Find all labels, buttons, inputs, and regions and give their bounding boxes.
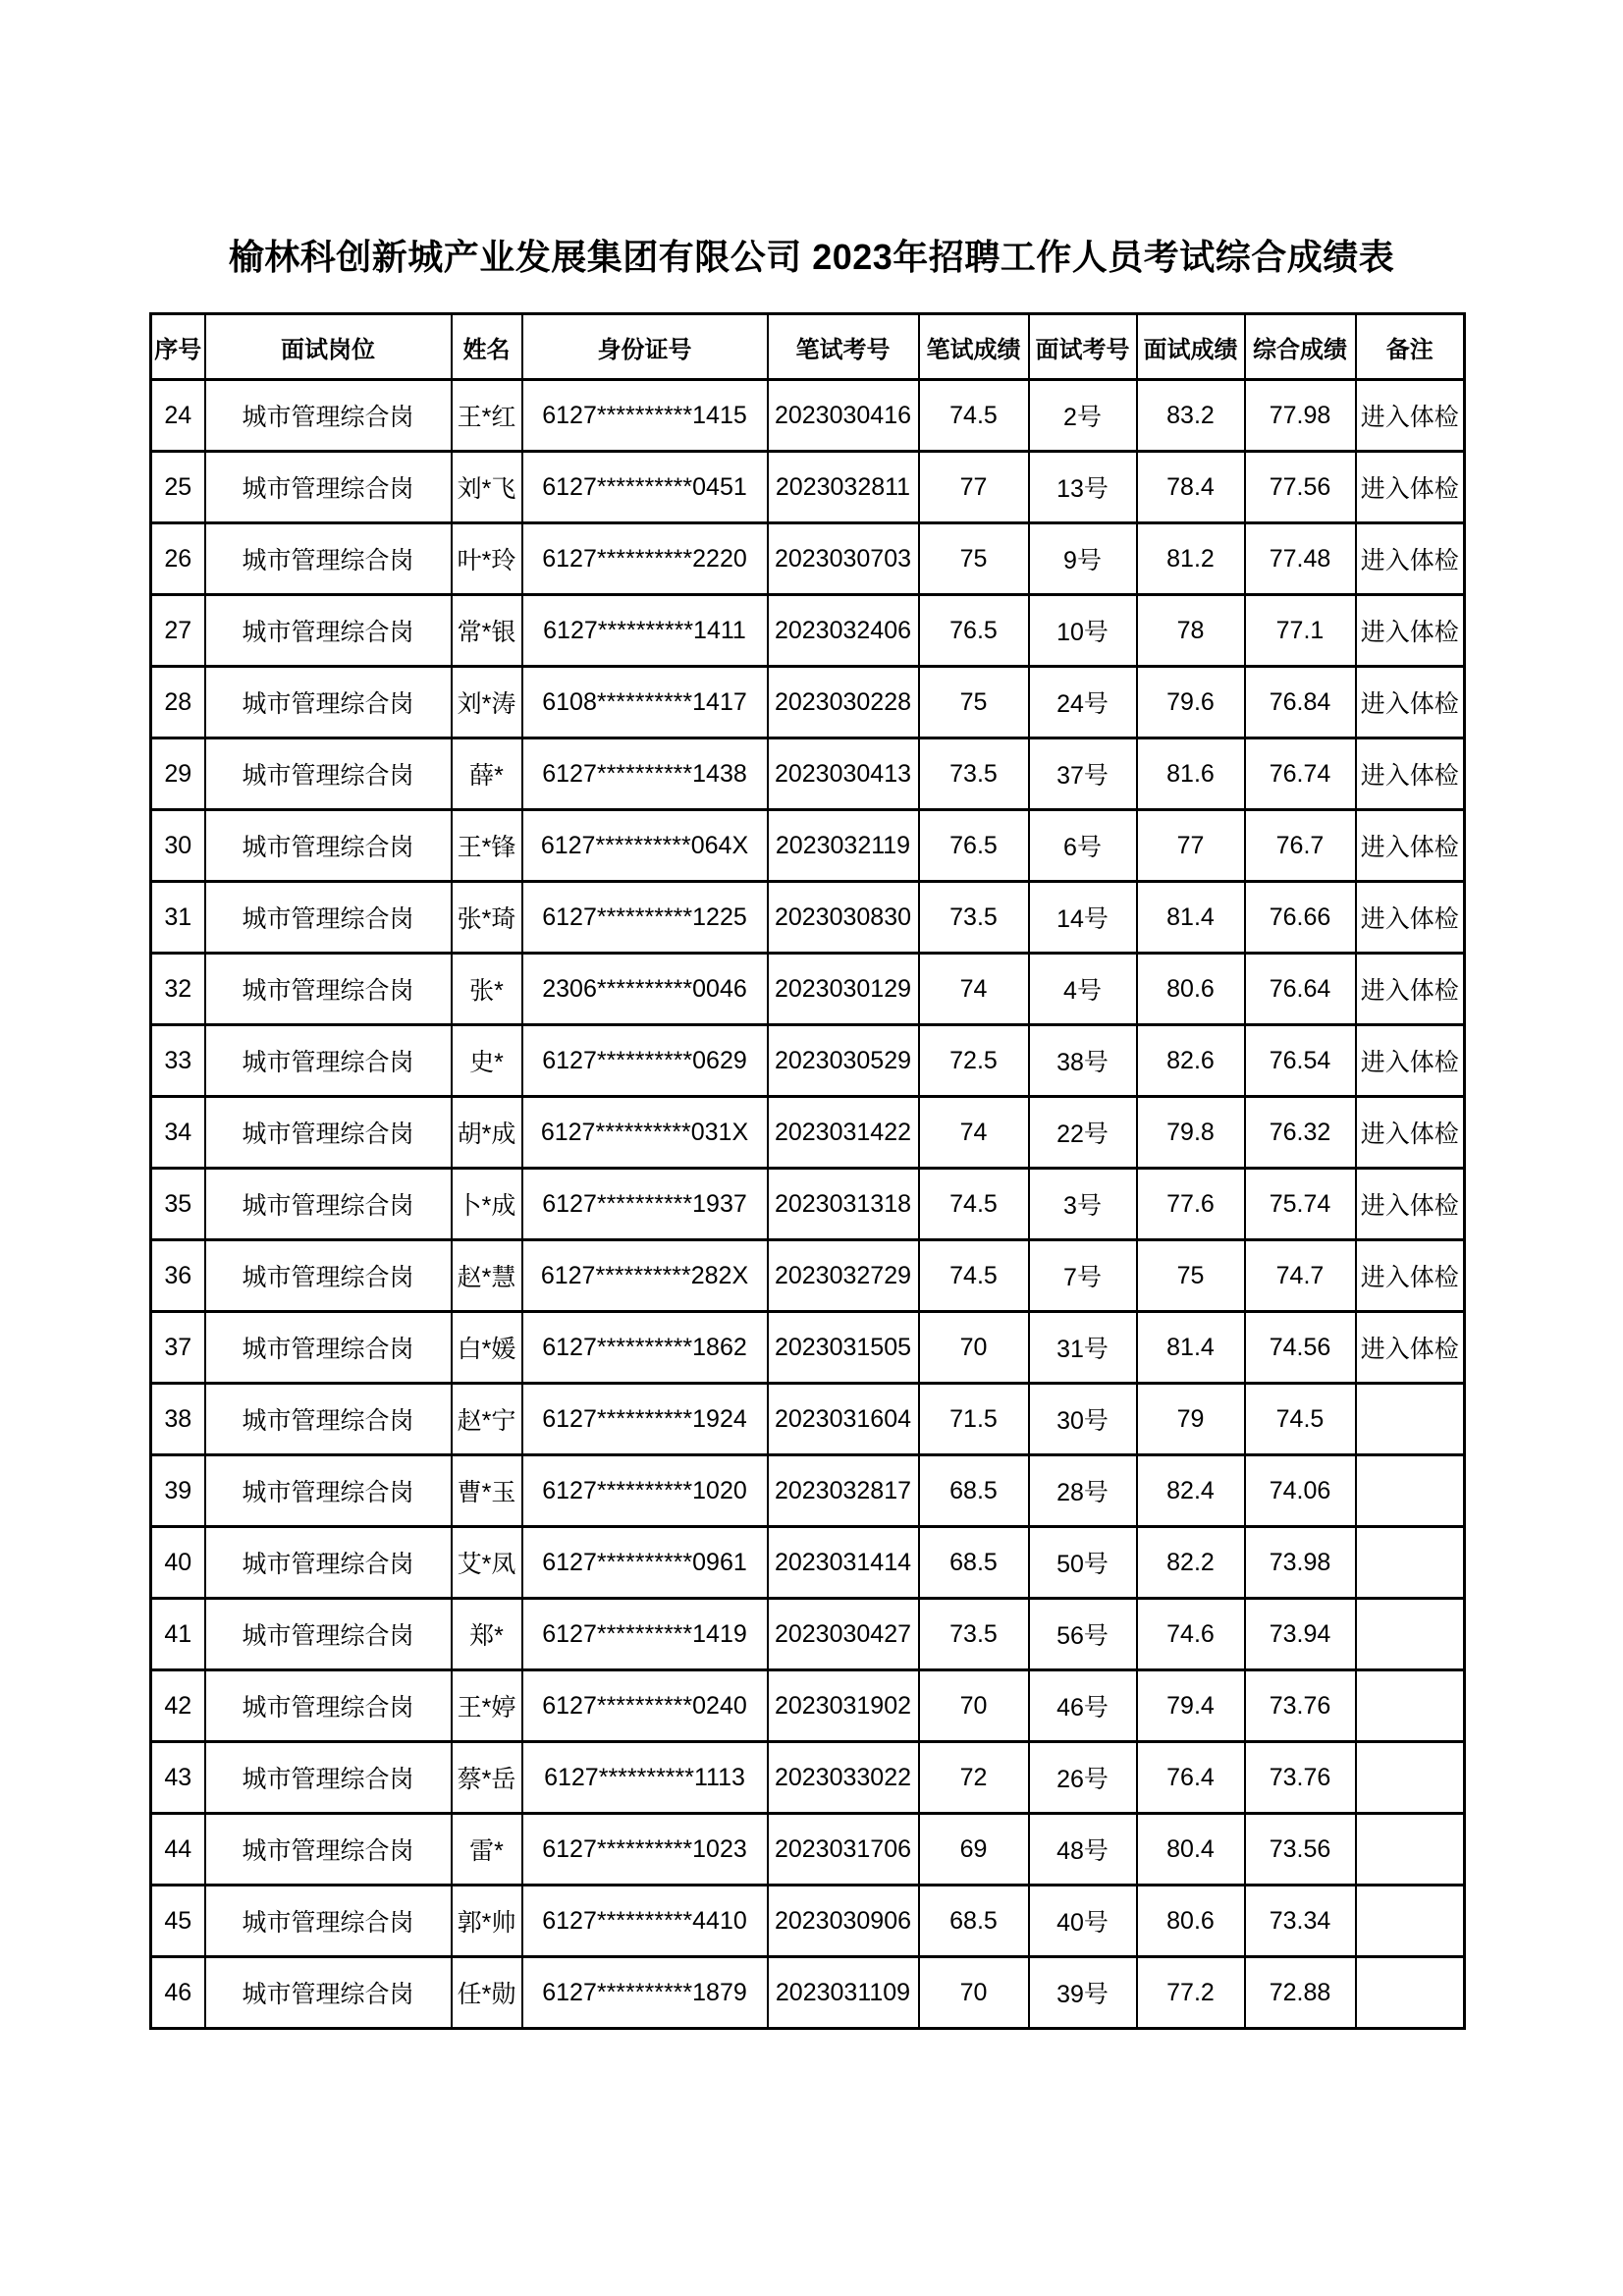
cell-interview-no: 56号 [1029,1599,1137,1670]
cell-remark: 进入体检 [1356,1240,1465,1312]
cell-interview-no: 2号 [1029,380,1137,452]
cell-written-exam-no: 2023032119 [768,810,919,882]
cell-name: 任*勋 [452,1957,522,2029]
cell-composite-score: 77.48 [1245,523,1356,595]
cell-written-score: 68.5 [919,1527,1029,1599]
cell-written-score: 74.5 [919,1169,1029,1240]
cell-index: 33 [151,1025,205,1097]
cell-name: 郭*帅 [452,1886,522,1957]
cell-interview-no: 39号 [1029,1957,1137,2029]
cell-name: 刘*涛 [452,667,522,738]
cell-remark [1356,1670,1465,1742]
cell-id-number: 6127**********1419 [522,1599,768,1670]
cell-position: 城市管理综合岗 [205,595,452,667]
cell-remark: 进入体检 [1356,667,1465,738]
column-header-composite-score: 综合成绩 [1245,314,1356,380]
cell-interview-no: 50号 [1029,1527,1137,1599]
table-row [151,954,1465,1025]
column-header-index: 序号 [151,314,205,380]
cell-remark [1356,1742,1465,1814]
cell-index: 38 [151,1384,205,1455]
cell-name: 常*银 [452,595,522,667]
table-row [151,452,1465,523]
cell-index: 40 [151,1527,205,1599]
cell-written-exam-no: 2023031706 [768,1814,919,1886]
cell-interview-score: 80.6 [1137,954,1245,1025]
cell-written-exam-no: 2023032817 [768,1455,919,1527]
cell-id-number: 6127**********0629 [522,1025,768,1097]
cell-composite-score: 73.76 [1245,1742,1356,1814]
cell-interview-score: 80.6 [1137,1886,1245,1957]
cell-interview-score: 79 [1137,1384,1245,1455]
cell-position: 城市管理综合岗 [205,1814,452,1886]
cell-index: 39 [151,1455,205,1527]
cell-interview-no: 46号 [1029,1670,1137,1742]
cell-written-score: 76.5 [919,810,1029,882]
cell-id-number: 6127**********1023 [522,1814,768,1886]
table-row [151,1169,1465,1240]
cell-interview-no: 37号 [1029,738,1137,810]
cell-id-number: 6127**********1020 [522,1455,768,1527]
cell-written-exam-no: 2023031422 [768,1097,919,1169]
cell-written-exam-no: 2023031604 [768,1384,919,1455]
cell-written-exam-no: 2023030703 [768,523,919,595]
cell-interview-score: 81.6 [1137,738,1245,810]
cell-remark: 进入体检 [1356,1312,1465,1384]
cell-written-exam-no: 2023032811 [768,452,919,523]
cell-written-score: 70 [919,1312,1029,1384]
cell-interview-score: 79.6 [1137,667,1245,738]
cell-written-exam-no: 2023031109 [768,1957,919,2029]
cell-name: 张*琦 [452,882,522,954]
table-row [151,380,1465,452]
cell-remark: 进入体检 [1356,738,1465,810]
cell-written-score: 75 [919,667,1029,738]
cell-name: 雷* [452,1814,522,1886]
cell-position: 城市管理综合岗 [205,882,452,954]
cell-name: 卜*成 [452,1169,522,1240]
cell-remark: 进入体检 [1356,810,1465,882]
table-row [151,1599,1465,1670]
cell-written-score: 70 [919,1670,1029,1742]
cell-interview-no: 6号 [1029,810,1137,882]
cell-interview-score: 77.6 [1137,1169,1245,1240]
cell-composite-score: 73.98 [1245,1527,1356,1599]
cell-written-score: 72.5 [919,1025,1029,1097]
cell-index: 46 [151,1957,205,2029]
cell-interview-no: 10号 [1029,595,1137,667]
cell-position: 城市管理综合岗 [205,1240,452,1312]
cell-written-exam-no: 2023030416 [768,380,919,452]
cell-position: 城市管理综合岗 [205,810,452,882]
cell-composite-score: 77.56 [1245,452,1356,523]
cell-written-score: 74.5 [919,380,1029,452]
cell-index: 45 [151,1886,205,1957]
cell-name: 史* [452,1025,522,1097]
cell-composite-score: 73.56 [1245,1814,1356,1886]
cell-remark: 进入体检 [1356,1169,1465,1240]
column-header-interview-no: 面试考号 [1029,314,1137,380]
table-header-row [151,314,1465,380]
table-row [151,595,1465,667]
cell-position: 城市管理综合岗 [205,1742,452,1814]
table-row [151,1097,1465,1169]
cell-remark [1356,1957,1465,2029]
table-body [151,380,1465,2029]
cell-written-score: 73.5 [919,882,1029,954]
cell-interview-no: 13号 [1029,452,1137,523]
cell-interview-score: 76.4 [1137,1742,1245,1814]
cell-id-number: 6127**********1879 [522,1957,768,2029]
cell-interview-score: 75 [1137,1240,1245,1312]
table-row [151,1527,1465,1599]
cell-index: 27 [151,595,205,667]
cell-remark: 进入体检 [1356,1097,1465,1169]
cell-composite-score: 77.98 [1245,380,1356,452]
cell-index: 42 [151,1670,205,1742]
cell-interview-no: 3号 [1029,1169,1137,1240]
cell-written-score: 74 [919,954,1029,1025]
column-header-remark: 备注 [1356,314,1465,380]
cell-composite-score: 76.66 [1245,882,1356,954]
cell-written-score: 73.5 [919,1599,1029,1670]
cell-interview-no: 4号 [1029,954,1137,1025]
cell-index: 31 [151,882,205,954]
cell-interview-no: 22号 [1029,1097,1137,1169]
cell-written-score: 75 [919,523,1029,595]
cell-composite-score: 76.64 [1245,954,1356,1025]
cell-id-number: 6127**********2220 [522,523,768,595]
cell-written-exam-no: 2023032406 [768,595,919,667]
table-row [151,1670,1465,1742]
cell-interview-score: 81.2 [1137,523,1245,595]
cell-composite-score: 76.32 [1245,1097,1356,1169]
cell-written-exam-no: 2023032729 [768,1240,919,1312]
cell-written-exam-no: 2023031902 [768,1670,919,1742]
column-header-id-number: 身份证号 [522,314,768,380]
cell-written-exam-no: 2023031414 [768,1527,919,1599]
cell-interview-score: 79.4 [1137,1670,1245,1742]
cell-index: 36 [151,1240,205,1312]
table-row [151,667,1465,738]
cell-position: 城市管理综合岗 [205,452,452,523]
cell-composite-score: 73.94 [1245,1599,1356,1670]
cell-id-number: 6127**********4410 [522,1886,768,1957]
cell-interview-score: 81.4 [1137,882,1245,954]
cell-written-score: 73.5 [919,738,1029,810]
cell-id-number: 6127**********1225 [522,882,768,954]
cell-interview-no: 30号 [1029,1384,1137,1455]
table-row [151,1814,1465,1886]
column-header-name: 姓名 [452,314,522,380]
cell-interview-score: 79.8 [1137,1097,1245,1169]
cell-written-exam-no: 2023030830 [768,882,919,954]
cell-index: 24 [151,380,205,452]
cell-interview-no: 48号 [1029,1814,1137,1886]
cell-interview-score: 77.2 [1137,1957,1245,2029]
cell-interview-score: 74.6 [1137,1599,1245,1670]
cell-index: 34 [151,1097,205,1169]
cell-position: 城市管理综合岗 [205,1384,452,1455]
cell-id-number: 6108**********1417 [522,667,768,738]
cell-id-number: 2306**********0046 [522,954,768,1025]
cell-position: 城市管理综合岗 [205,380,452,452]
cell-interview-score: 82.2 [1137,1527,1245,1599]
table-row [151,523,1465,595]
cell-id-number: 6127**********1113 [522,1742,768,1814]
cell-position: 城市管理综合岗 [205,1886,452,1957]
cell-index: 37 [151,1312,205,1384]
table-row [151,1957,1465,2029]
column-header-written-exam-no: 笔试考号 [768,314,919,380]
cell-written-score: 76.5 [919,595,1029,667]
cell-interview-score: 77 [1137,810,1245,882]
table-row [151,1312,1465,1384]
cell-interview-score: 81.4 [1137,1312,1245,1384]
cell-position: 城市管理综合岗 [205,1312,452,1384]
cell-written-exam-no: 2023030413 [768,738,919,810]
cell-index: 43 [151,1742,205,1814]
cell-interview-score: 80.4 [1137,1814,1245,1886]
cell-index: 26 [151,523,205,595]
cell-written-exam-no: 2023030906 [768,1886,919,1957]
cell-id-number: 6127**********1438 [522,738,768,810]
cell-interview-no: 31号 [1029,1312,1137,1384]
cell-name: 胡*成 [452,1097,522,1169]
cell-name: 赵*宁 [452,1384,522,1455]
cell-position: 城市管理综合岗 [205,1097,452,1169]
cell-id-number: 6127**********0961 [522,1527,768,1599]
cell-composite-score: 76.74 [1245,738,1356,810]
cell-written-exam-no: 2023030228 [768,667,919,738]
cell-composite-score: 74.7 [1245,1240,1356,1312]
cell-interview-score: 78.4 [1137,452,1245,523]
cell-id-number: 6127**********064X [522,810,768,882]
cell-name: 王*红 [452,380,522,452]
table-row [151,1455,1465,1527]
cell-index: 30 [151,810,205,882]
cell-composite-score: 72.88 [1245,1957,1356,2029]
table-row [151,1240,1465,1312]
cell-id-number: 6127**********1862 [522,1312,768,1384]
cell-index: 28 [151,667,205,738]
cell-remark: 进入体检 [1356,882,1465,954]
cell-index: 44 [151,1814,205,1886]
table-row [151,810,1465,882]
cell-remark: 进入体检 [1356,954,1465,1025]
cell-composite-score: 75.74 [1245,1169,1356,1240]
cell-written-exam-no: 2023033022 [768,1742,919,1814]
cell-name: 叶*玲 [452,523,522,595]
cell-interview-no: 28号 [1029,1455,1137,1527]
cell-interview-score: 83.2 [1137,380,1245,452]
cell-position: 城市管理综合岗 [205,1670,452,1742]
cell-remark: 进入体检 [1356,523,1465,595]
table-row [151,1025,1465,1097]
cell-written-exam-no: 2023031505 [768,1312,919,1384]
cell-name: 薛* [452,738,522,810]
table-header [151,314,1465,380]
cell-composite-score: 77.1 [1245,595,1356,667]
cell-index: 29 [151,738,205,810]
cell-name: 王*婷 [452,1670,522,1742]
cell-position: 城市管理综合岗 [205,1527,452,1599]
table-row [151,1886,1465,1957]
cell-name: 艾*凤 [452,1527,522,1599]
cell-interview-no: 38号 [1029,1025,1137,1097]
column-header-interview-score: 面试成绩 [1137,314,1245,380]
cell-name: 王*锋 [452,810,522,882]
cell-written-score: 68.5 [919,1455,1029,1527]
cell-written-score: 69 [919,1814,1029,1886]
cell-position: 城市管理综合岗 [205,667,452,738]
cell-remark: 进入体检 [1356,452,1465,523]
cell-remark [1356,1527,1465,1599]
cell-interview-score: 82.4 [1137,1455,1245,1527]
cell-composite-score: 74.56 [1245,1312,1356,1384]
cell-id-number: 6127**********031X [522,1097,768,1169]
cell-remark [1356,1455,1465,1527]
cell-name: 蔡*岳 [452,1742,522,1814]
cell-composite-score: 73.34 [1245,1886,1356,1957]
cell-remark [1356,1599,1465,1670]
cell-position: 城市管理综合岗 [205,954,452,1025]
cell-interview-no: 40号 [1029,1886,1137,1957]
cell-interview-no: 26号 [1029,1742,1137,1814]
cell-position: 城市管理综合岗 [205,1169,452,1240]
cell-written-exam-no: 2023030427 [768,1599,919,1670]
cell-written-score: 71.5 [919,1384,1029,1455]
results-table [149,312,1466,2030]
cell-remark: 进入体检 [1356,1025,1465,1097]
cell-name: 白*媛 [452,1312,522,1384]
cell-composite-score: 76.54 [1245,1025,1356,1097]
cell-written-score: 68.5 [919,1886,1029,1957]
cell-interview-score: 78 [1137,595,1245,667]
cell-written-exam-no: 2023031318 [768,1169,919,1240]
cell-name: 曹*玉 [452,1455,522,1527]
cell-id-number: 6127**********0451 [522,452,768,523]
cell-id-number: 6127**********0240 [522,1670,768,1742]
cell-position: 城市管理综合岗 [205,1025,452,1097]
cell-position: 城市管理综合岗 [205,1957,452,2029]
table-row [151,882,1465,954]
cell-remark [1356,1886,1465,1957]
column-header-written-score: 笔试成绩 [919,314,1029,380]
cell-written-score: 74.5 [919,1240,1029,1312]
cell-position: 城市管理综合岗 [205,738,452,810]
cell-remark [1356,1384,1465,1455]
cell-id-number: 6127**********282X [522,1240,768,1312]
cell-id-number: 6127**********1411 [522,595,768,667]
cell-written-score: 72 [919,1742,1029,1814]
cell-position: 城市管理综合岗 [205,523,452,595]
cell-composite-score: 73.76 [1245,1670,1356,1742]
cell-interview-no: 9号 [1029,523,1137,595]
cell-id-number: 6127**********1415 [522,380,768,452]
cell-name: 赵*慧 [452,1240,522,1312]
cell-name: 郑* [452,1599,522,1670]
column-header-position: 面试岗位 [205,314,452,380]
cell-id-number: 6127**********1937 [522,1169,768,1240]
cell-remark: 进入体检 [1356,380,1465,452]
cell-written-score: 74 [919,1097,1029,1169]
cell-composite-score: 76.7 [1245,810,1356,882]
cell-interview-no: 14号 [1029,882,1137,954]
cell-index: 32 [151,954,205,1025]
cell-index: 35 [151,1169,205,1240]
cell-remark [1356,1814,1465,1886]
cell-remark: 进入体检 [1356,595,1465,667]
cell-index: 25 [151,452,205,523]
page-title: 榆林科创新城产业发展集团有限公司 2023年招聘工作人员考试综合成绩表 [228,237,1395,277]
cell-written-score: 77 [919,452,1029,523]
cell-name: 张* [452,954,522,1025]
cell-written-exam-no: 2023030129 [768,954,919,1025]
cell-interview-no: 7号 [1029,1240,1137,1312]
cell-position: 城市管理综合岗 [205,1455,452,1527]
table-row [151,738,1465,810]
cell-composite-score: 74.5 [1245,1384,1356,1455]
cell-index: 41 [151,1599,205,1670]
cell-position: 城市管理综合岗 [205,1599,452,1670]
cell-composite-score: 74.06 [1245,1455,1356,1527]
cell-interview-no: 24号 [1029,667,1137,738]
cell-id-number: 6127**********1924 [522,1384,768,1455]
cell-name: 刘*飞 [452,452,522,523]
cell-composite-score: 76.84 [1245,667,1356,738]
table-row [151,1384,1465,1455]
cell-interview-score: 82.6 [1137,1025,1245,1097]
table-row [151,1742,1465,1814]
cell-written-exam-no: 2023030529 [768,1025,919,1097]
cell-written-score: 70 [919,1957,1029,2029]
